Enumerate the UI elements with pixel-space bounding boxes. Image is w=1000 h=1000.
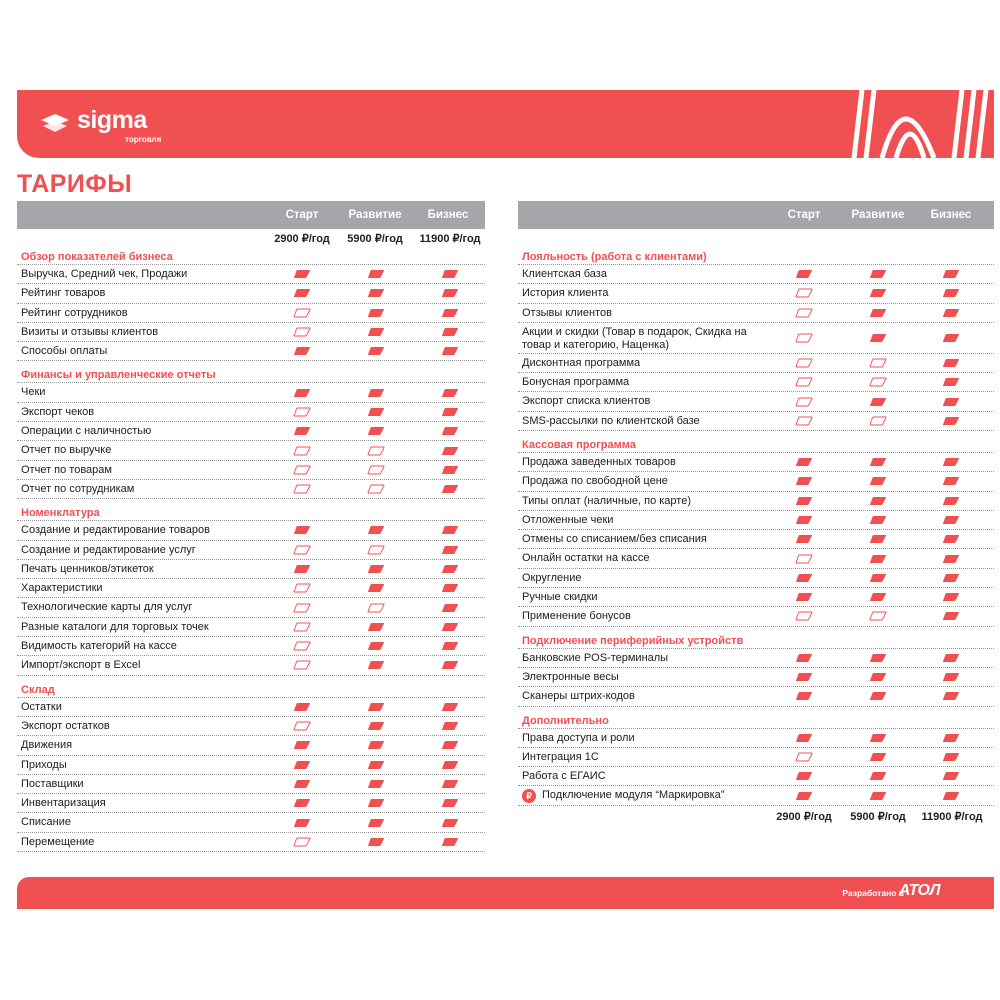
included-mark-icon (942, 592, 960, 602)
not-included-mark-icon (869, 611, 887, 621)
plan-razvitie-header: Развитие (348, 209, 402, 221)
included-mark-icon (942, 534, 960, 544)
included-mark-icon (942, 358, 960, 368)
included-mark-icon (795, 672, 813, 682)
bottom-price-start: 2900 ₽/год (776, 810, 832, 823)
feature-row (17, 656, 485, 675)
section-title: Дополнительно (518, 712, 994, 729)
included-mark-icon (441, 407, 459, 417)
included-mark-icon (441, 484, 459, 494)
feature-label: SMS-рассылки по клиентской базе (522, 414, 700, 427)
feature-label: Работа с ЕГАИС (522, 770, 606, 783)
included-mark-icon (367, 564, 385, 574)
feature-label: Отложенные чеки (522, 513, 614, 526)
included-mark-icon (869, 791, 887, 801)
included-mark-icon (367, 388, 385, 398)
feature-row (17, 579, 485, 598)
feature-label: Операции с наличностью (21, 425, 152, 438)
feature-row (17, 403, 485, 422)
included-mark-icon (795, 771, 813, 781)
bottom-price-biznes: 11900 ₽/год (921, 810, 983, 823)
not-included-mark-icon (795, 554, 813, 564)
included-mark-icon (795, 496, 813, 506)
not-included-mark-icon (795, 358, 813, 368)
section-title: Номенклатура (17, 504, 485, 521)
included-mark-icon (441, 525, 459, 535)
included-mark-icon (441, 308, 459, 318)
bottom-price-row (518, 806, 994, 826)
feature-row (17, 284, 485, 303)
included-mark-icon (367, 740, 385, 750)
feature-label: Характеристики (21, 582, 103, 595)
included-mark-icon (869, 496, 887, 506)
feature-row (518, 729, 994, 748)
feature-row (17, 480, 485, 499)
feature-label: Отзывы клиентов (522, 306, 612, 319)
not-included-mark-icon (795, 611, 813, 621)
feature-row (17, 756, 485, 775)
feature-row (518, 354, 994, 373)
included-mark-icon (441, 446, 459, 456)
included-mark-icon (869, 269, 887, 279)
included-mark-icon (441, 837, 459, 847)
feature-row (17, 618, 485, 637)
feature-label: Чеки (21, 386, 46, 399)
included-mark-icon (795, 573, 813, 583)
included-mark-icon (441, 798, 459, 808)
included-mark-icon (869, 771, 887, 781)
included-mark-icon (293, 388, 311, 398)
included-mark-icon (293, 702, 311, 712)
not-included-mark-icon (795, 308, 813, 318)
section-title: Обзор показателей бизнеса (17, 248, 485, 265)
included-mark-icon (942, 691, 960, 701)
feature-label: Технологические карты для услуг (21, 601, 193, 614)
included-mark-icon (293, 564, 311, 574)
feature-label: Отчет по товарам (21, 463, 112, 476)
not-included-mark-icon (367, 465, 385, 475)
feature-row (518, 472, 994, 491)
feature-label: Сканеры штрих-кодов (522, 690, 635, 703)
included-mark-icon (942, 333, 960, 343)
included-mark-icon (869, 573, 887, 583)
feature-label: Дисконтная программа (522, 356, 641, 369)
included-mark-icon (367, 407, 385, 417)
feature-label: Типы оплат (наличные, по карте) (522, 494, 691, 507)
not-included-mark-icon (795, 333, 813, 343)
feature-row (17, 521, 485, 540)
not-included-mark-icon (869, 358, 887, 368)
included-mark-icon (869, 752, 887, 762)
feature-row (518, 453, 994, 472)
included-mark-icon (367, 779, 385, 789)
feature-label: Клиентская база (522, 268, 607, 280)
feature-row (17, 441, 485, 460)
feature-row (17, 461, 485, 480)
not-included-mark-icon (293, 407, 311, 417)
ruble-coin-icon: ₽ (522, 789, 536, 803)
included-mark-icon (441, 583, 459, 593)
not-included-mark-icon (293, 622, 311, 632)
feature-row (17, 775, 485, 794)
not-included-mark-icon (367, 446, 385, 456)
feature-label: Продажа заведенных товаров (522, 455, 676, 468)
feature-label: Визиты и отзывы клиентов (21, 325, 159, 338)
included-mark-icon (795, 457, 813, 467)
included-mark-icon (795, 733, 813, 743)
feature-label: Подключение модуля “Маркировка” (542, 789, 725, 802)
included-mark-icon (942, 791, 960, 801)
feature-row (518, 265, 994, 284)
included-mark-icon (367, 818, 385, 828)
included-mark-icon (869, 733, 887, 743)
included-mark-icon (942, 457, 960, 467)
feature-label: Создание и редактирование услуг (21, 543, 196, 556)
included-mark-icon (293, 779, 311, 789)
included-mark-icon (367, 583, 385, 593)
included-mark-icon (869, 308, 887, 318)
included-mark-icon (795, 653, 813, 663)
section-title: Подключение периферийных устройств (518, 632, 994, 649)
feature-label: Импорт/экспорт в Excel (21, 659, 141, 672)
included-mark-icon (942, 611, 960, 621)
included-mark-icon (367, 327, 385, 337)
included-mark-icon (795, 269, 813, 279)
included-mark-icon (293, 798, 311, 808)
not-included-mark-icon (293, 660, 311, 670)
feature-row (518, 392, 994, 411)
plan-start-header: Старт (285, 209, 319, 221)
feature-label: Продажа по свободной цене (522, 475, 668, 488)
feature-row (518, 284, 994, 303)
price-biznes: 11900 ₽/год (419, 233, 481, 245)
included-mark-icon (795, 791, 813, 801)
feature-label: Экспорт чеков (21, 405, 95, 418)
feature-label: Права доступа и роли (522, 731, 635, 744)
feature-label: Способы оплаты (21, 345, 108, 358)
included-mark-icon (942, 771, 960, 781)
feature-label: Отмены со списанием/без списания (522, 533, 707, 546)
included-mark-icon (367, 525, 385, 535)
included-mark-icon (795, 691, 813, 701)
included-mark-icon (942, 496, 960, 506)
section-title: Финансы и управленческие отчеты (17, 366, 485, 383)
included-mark-icon (441, 327, 459, 337)
feature-row (17, 265, 485, 284)
not-included-mark-icon (795, 397, 813, 407)
included-mark-icon (441, 740, 459, 750)
feature-row (518, 373, 994, 392)
included-mark-icon (942, 653, 960, 663)
included-mark-icon (942, 288, 960, 298)
feature-row (518, 687, 994, 706)
feature-label: Экспорт остатков (21, 719, 110, 732)
included-mark-icon (795, 476, 813, 486)
feature-label: Остатки (21, 700, 62, 713)
included-mark-icon (441, 660, 459, 670)
feature-label: Экспорт списка клиентов (522, 395, 651, 408)
feature-label: Рейтинг сотрудников (21, 306, 128, 319)
included-mark-icon (869, 397, 887, 407)
footer-developed-by: Разработано в (842, 888, 904, 898)
feature-row (518, 530, 994, 549)
included-mark-icon (441, 288, 459, 298)
feature-label: Видимость категорий на кассе (21, 640, 177, 653)
included-mark-icon (367, 837, 385, 847)
logo-subtitle: торговля (125, 135, 162, 144)
not-included-mark-icon (869, 416, 887, 426)
left-feature-list (17, 248, 485, 852)
feature-row (17, 304, 485, 323)
feature-row (518, 767, 994, 786)
included-mark-icon (441, 465, 459, 475)
feature-row (518, 569, 994, 588)
included-mark-icon (441, 346, 459, 356)
feature-row (17, 560, 485, 579)
included-mark-icon (942, 672, 960, 682)
included-mark-icon (441, 818, 459, 828)
included-mark-icon (942, 377, 960, 387)
plan-start-header: Старт (787, 209, 821, 221)
feature-label: Инвентаризация (21, 797, 106, 810)
included-mark-icon (942, 397, 960, 407)
included-mark-icon (441, 760, 459, 770)
feature-label: Онлайн остатки на кассе (522, 552, 650, 565)
not-included-mark-icon (293, 484, 311, 494)
feature-row (17, 698, 485, 717)
included-mark-icon (869, 333, 887, 343)
included-mark-icon (367, 702, 385, 712)
logo-word: sigma (77, 106, 147, 134)
feature-label: История клиента (522, 287, 609, 300)
feature-label: Ручные скидки (522, 591, 598, 604)
not-included-mark-icon (293, 603, 311, 613)
not-included-mark-icon (795, 288, 813, 298)
included-mark-icon (441, 269, 459, 279)
feature-label: Движения (21, 739, 73, 752)
feature-row (518, 668, 994, 687)
left-panel (17, 201, 485, 852)
included-mark-icon (441, 603, 459, 613)
included-mark-icon (869, 554, 887, 564)
not-included-mark-icon (293, 721, 311, 731)
feature-row (518, 412, 994, 431)
atol-logo[interactable]: ATOЛ (898, 882, 940, 899)
footer-banner (17, 877, 994, 909)
right-feature-list (518, 248, 994, 806)
page-title: ТАРИФЫ (17, 170, 133, 198)
feature-row (518, 649, 994, 668)
not-included-mark-icon (293, 446, 311, 456)
included-mark-icon (293, 288, 311, 298)
right-panel (518, 201, 994, 826)
included-mark-icon (869, 288, 887, 298)
included-mark-icon (942, 269, 960, 279)
plan-biznes-header: Бизнес (930, 209, 972, 221)
feature-row (17, 813, 485, 832)
feature-row (17, 598, 485, 617)
included-mark-icon (367, 660, 385, 670)
included-mark-icon (367, 346, 385, 356)
feature-row (518, 607, 994, 626)
price-razvitie: 5900 ₽/год (347, 233, 403, 245)
included-mark-icon (293, 426, 311, 436)
feature-label: Создание и редактирование товаров (21, 524, 210, 537)
header-banner (17, 90, 994, 158)
feature-row (17, 736, 485, 755)
section-title: Склад (17, 681, 485, 698)
not-included-mark-icon (367, 603, 385, 613)
feature-label: Печать ценников/этикеток (21, 562, 154, 575)
not-included-mark-icon (293, 545, 311, 555)
included-mark-icon (441, 779, 459, 789)
feature-row (17, 323, 485, 342)
feature-label: Банковские POS-терминалы (522, 651, 669, 664)
not-included-mark-icon (293, 583, 311, 593)
not-included-mark-icon (293, 465, 311, 475)
included-mark-icon (293, 818, 311, 828)
included-mark-icon (869, 534, 887, 544)
included-mark-icon (869, 515, 887, 525)
included-mark-icon (367, 798, 385, 808)
included-mark-icon (795, 515, 813, 525)
not-included-mark-icon (795, 416, 813, 426)
feature-label: Отчет по выручке (21, 444, 112, 457)
feature-label: Акции и скидки (Товар в подарок, Скидка на товар и категорию, Наценка) (522, 325, 747, 351)
feature-label: Бонусная программа (522, 376, 630, 389)
included-mark-icon (367, 622, 385, 632)
included-mark-icon (441, 426, 459, 436)
included-mark-icon (367, 288, 385, 298)
feature-label: Электронные весы (522, 670, 619, 683)
included-mark-icon (293, 740, 311, 750)
feature-row (17, 541, 485, 560)
feature-label: Отчет по сотрудникам (21, 482, 135, 495)
included-mark-icon (441, 622, 459, 632)
included-mark-icon (441, 388, 459, 398)
feature-row (518, 323, 994, 354)
not-included-mark-icon (795, 752, 813, 762)
feature-label: Применение бонусов (522, 610, 631, 623)
feature-row (518, 492, 994, 511)
plan-biznes-header: Бизнес (427, 209, 469, 221)
included-mark-icon (367, 641, 385, 651)
feature-row (518, 511, 994, 530)
price-start: 2900 ₽/год (274, 233, 330, 245)
feature-label: Рейтинг товаров (21, 287, 106, 300)
sigma-logo[interactable] (39, 108, 189, 144)
feature-row (518, 549, 994, 568)
included-mark-icon (942, 733, 960, 743)
feature-row (518, 786, 994, 805)
included-mark-icon (367, 308, 385, 318)
included-mark-icon (367, 426, 385, 436)
not-included-mark-icon (367, 545, 385, 555)
included-mark-icon (869, 476, 887, 486)
included-mark-icon (869, 653, 887, 663)
plan-razvitie-header: Развитие (851, 209, 905, 221)
feature-row (17, 833, 485, 852)
section-title: Кассовая программа (518, 436, 994, 453)
section-title: Лояльность (работа с клиентами) (518, 248, 994, 265)
included-mark-icon (942, 554, 960, 564)
included-mark-icon (942, 515, 960, 525)
feature-label: Выручка, Средний чек, Продажи (21, 268, 188, 280)
price-row (17, 229, 485, 248)
included-mark-icon (293, 269, 311, 279)
included-mark-icon (942, 752, 960, 762)
included-mark-icon (293, 760, 311, 770)
not-included-mark-icon (869, 377, 887, 387)
bottom-price-razvitie: 5900 ₽/год (850, 810, 906, 823)
feature-row (17, 637, 485, 656)
feature-label: Разные каталоги для торговых точек (21, 620, 209, 633)
included-mark-icon (367, 269, 385, 279)
included-mark-icon (942, 476, 960, 486)
feature-label: Поставщики (21, 777, 84, 790)
not-included-mark-icon (367, 484, 385, 494)
not-included-mark-icon (795, 377, 813, 387)
included-mark-icon (795, 534, 813, 544)
feature-row (17, 342, 485, 361)
included-mark-icon (367, 721, 385, 731)
not-included-mark-icon (293, 308, 311, 318)
included-mark-icon (441, 702, 459, 712)
plan-header (518, 201, 994, 229)
feature-row (17, 794, 485, 813)
included-mark-icon (869, 672, 887, 682)
not-included-mark-icon (293, 641, 311, 651)
included-mark-icon (942, 573, 960, 583)
included-mark-icon (795, 592, 813, 602)
not-included-mark-icon (293, 327, 311, 337)
included-mark-icon (942, 308, 960, 318)
included-mark-icon (441, 545, 459, 555)
included-mark-icon (441, 721, 459, 731)
included-mark-icon (869, 592, 887, 602)
header-decoration (844, 90, 994, 158)
included-mark-icon (869, 457, 887, 467)
included-mark-icon (441, 564, 459, 574)
feature-label: Списание (21, 816, 71, 829)
included-mark-icon (441, 641, 459, 651)
feature-label: Перемещение (21, 835, 95, 848)
feature-row (17, 383, 485, 402)
feature-row (17, 717, 485, 736)
included-mark-icon (942, 416, 960, 426)
feature-row (17, 422, 485, 441)
included-mark-icon (293, 346, 311, 356)
feature-label: Приходы (21, 758, 67, 771)
feature-label: Округление (522, 571, 582, 584)
feature-row (518, 304, 994, 323)
included-mark-icon (869, 691, 887, 701)
feature-row (518, 748, 994, 767)
feature-label: Интеграция 1С (522, 750, 599, 763)
included-mark-icon (367, 760, 385, 770)
plan-header (17, 201, 485, 229)
included-mark-icon (293, 525, 311, 535)
sigma-logo-icon (39, 112, 73, 134)
feature-row (518, 588, 994, 607)
not-included-mark-icon (293, 837, 311, 847)
